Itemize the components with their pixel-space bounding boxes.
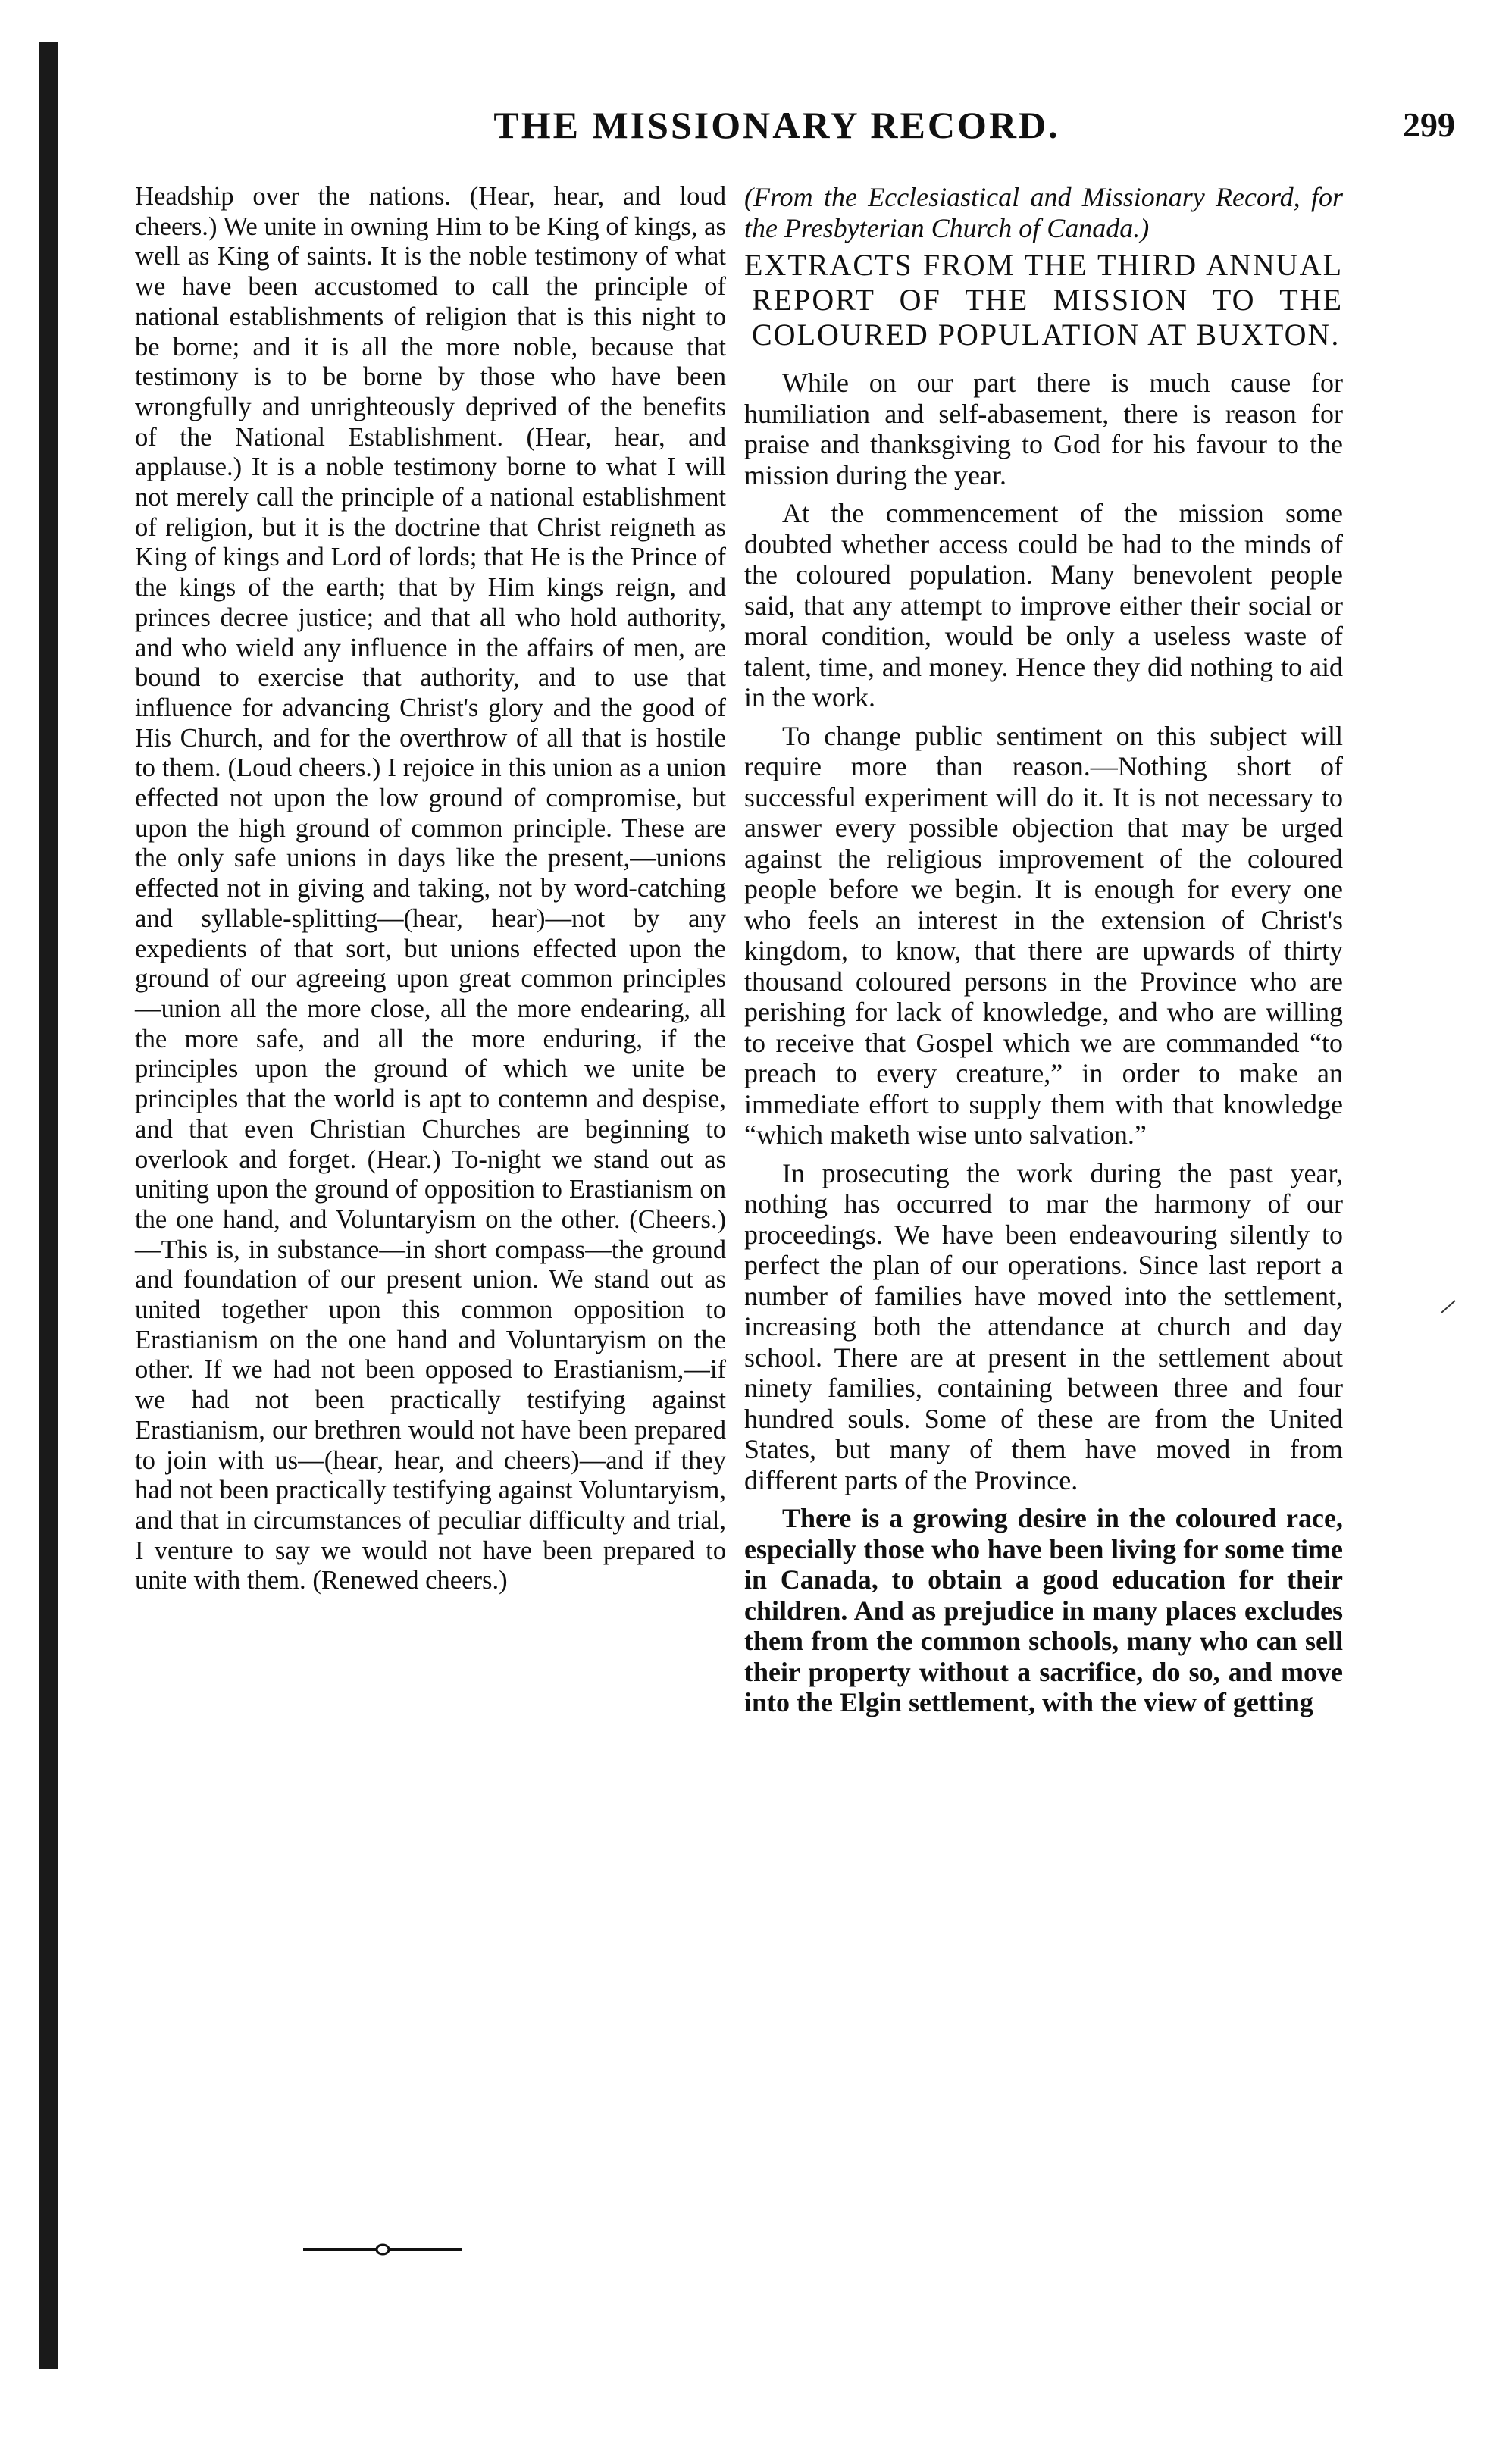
separator-ornament [377,2245,389,2254]
article-paragraph: To change public sentiment on this subject will require more than reason.—Nothing short of successful experiment will do it. It is not necessary to answer every possible objection that may be urged against the religious improvement of the coloured people before we begin. It is enough for every one who feels an interest in the extension of Christ's kingdom, to know, that there are upwards of thirty thousand coloured persons in the Province who are perishing for lack of knowledge, and who are willing to receive that Gospel which we are commanded “to preach to every creature,” in order to make an immediate effort to supply them with that knowledge “which maketh wise unto salvation.” [744,720,1343,1150]
article-source: (From the Ecclesiastical and Missionary Record, for the Presbyterian Church of Canada.) [744,182,1343,243]
margin-mark [1440,1298,1457,1314]
article-title: EXTRACTS FROM THE THIRD ANNUAL REPORT OF THE MISSION TO THE COLOURED POPULATION AT BUXTON. [744,248,1343,352]
page-number: 299 [1403,105,1455,144]
running-title: THE MISSIONARY RECORD. [493,104,1060,146]
page-binding-edge [39,42,58,2369]
left-paragraph: Headship over the nations. (Hear, hear, and loud cheers.) We unite in owning Him to be King of kings, as well as King of saints. It is the noble testimony of what we have been accustomed to call the principle of national establishments of religion that is this night to be borne; and it is all the more noble, because that testimony is to be borne by those who have been wrongfully and unrighteously deprived of the benefits of the National Establishment. (Hear, hear, and applause.) It is a noble testimony borne to what I will not merely call the principle of a national establishment of religion, but it is the doctrine that Christ reigneth as King of kings and Lord of lords; that He is the Prince of the kings of the earth; that by Him kings reign, and princes decree justice; and that all who hold authority, and who wield any influence in the affairs of men, are bound to exercise that authority, and to use that influence for advancing Christ's glory and the good of His Church, and for the overthrow of all that is hostile to them. (Loud cheers.) I rejoice in this union as a union effected not upon the low ground of compromise, but upon the high ground of common principle. These are the only safe unions in days like the present,—unions effected not in giving and taking, not by word-catching and syllable-splitting—(hear, hear)—not by any expedients of that sort, but unions effected upon the ground of our agreeing upon great common principles—union all the more close, all the more endearing, all the more safe, and all the more enduring, if the principles upon the ground of which we unite be principles that the world is apt to contemn and despise, and that even Christian Churches are beginning to overlook and forget. (Hear.) To-night we stand out as uniting upon the ground of opposition to Erastianism on the one hand, and Voluntaryism on the other. (Cheers.)—This is, in substance—in short compass—the ground and foundation of our present union. We stand out as united together upon this common opposition to Erastianism on the one hand and Voluntaryism on the other. If we had not been opposed to Erastianism,—if we had not been practically testifying against Erastianism, our brethren would not have been prepared to join with us—(hear, hear, and cheers)—and if they had not been practically testifying against Voluntaryism, and that in circumstances of peculiar difficulty and trial, I venture to say we would not have been prepared to unite with them. (Renewed cheers.) [135,182,726,1595]
article-paragraph: While on our part there is much cause for humiliation and self-abasement, there is reason for praise and thanksgiving to God for his favour to the mission during the year. [744,368,1343,490]
section-separator [303,2243,462,2256]
left-column [135,182,726,1596]
article-paragraph: There is a growing desire in the coloured race, especially those who have been living for some time in Canada, to obtain a good education for their children. And as prejudice in many places excludes them from the common schools, many who can sell their property without a sacrifice, do so, and move into the Elgin settlement, with the view of getting [744,1503,1343,1717]
page-header [83,103,1470,156]
article-paragraph: In prosecuting the work during the past year, nothing has occurred to mar the harmony of our proceedings. We have been endeavouring silently to perfect the plan of our operations. Since last report a number of families have moved into the settlement, increasing both the attendance at church and day school. There are at present in the settlement about ninety families, containing between three and four hundred souls. Some of these are from the United States, but many of them have moved in from different parts of the Province. [744,1157,1343,1495]
right-column [744,182,1343,1718]
article-paragraph: At the commencement of the mission some doubted whether access could be had to the minds of the coloured population. Many benevolent people said, that any attempt to improve either their social or moral condition, would be only a useless waste of talent, time, and money. Hence they did nothing to aid in the work. [744,498,1343,712]
